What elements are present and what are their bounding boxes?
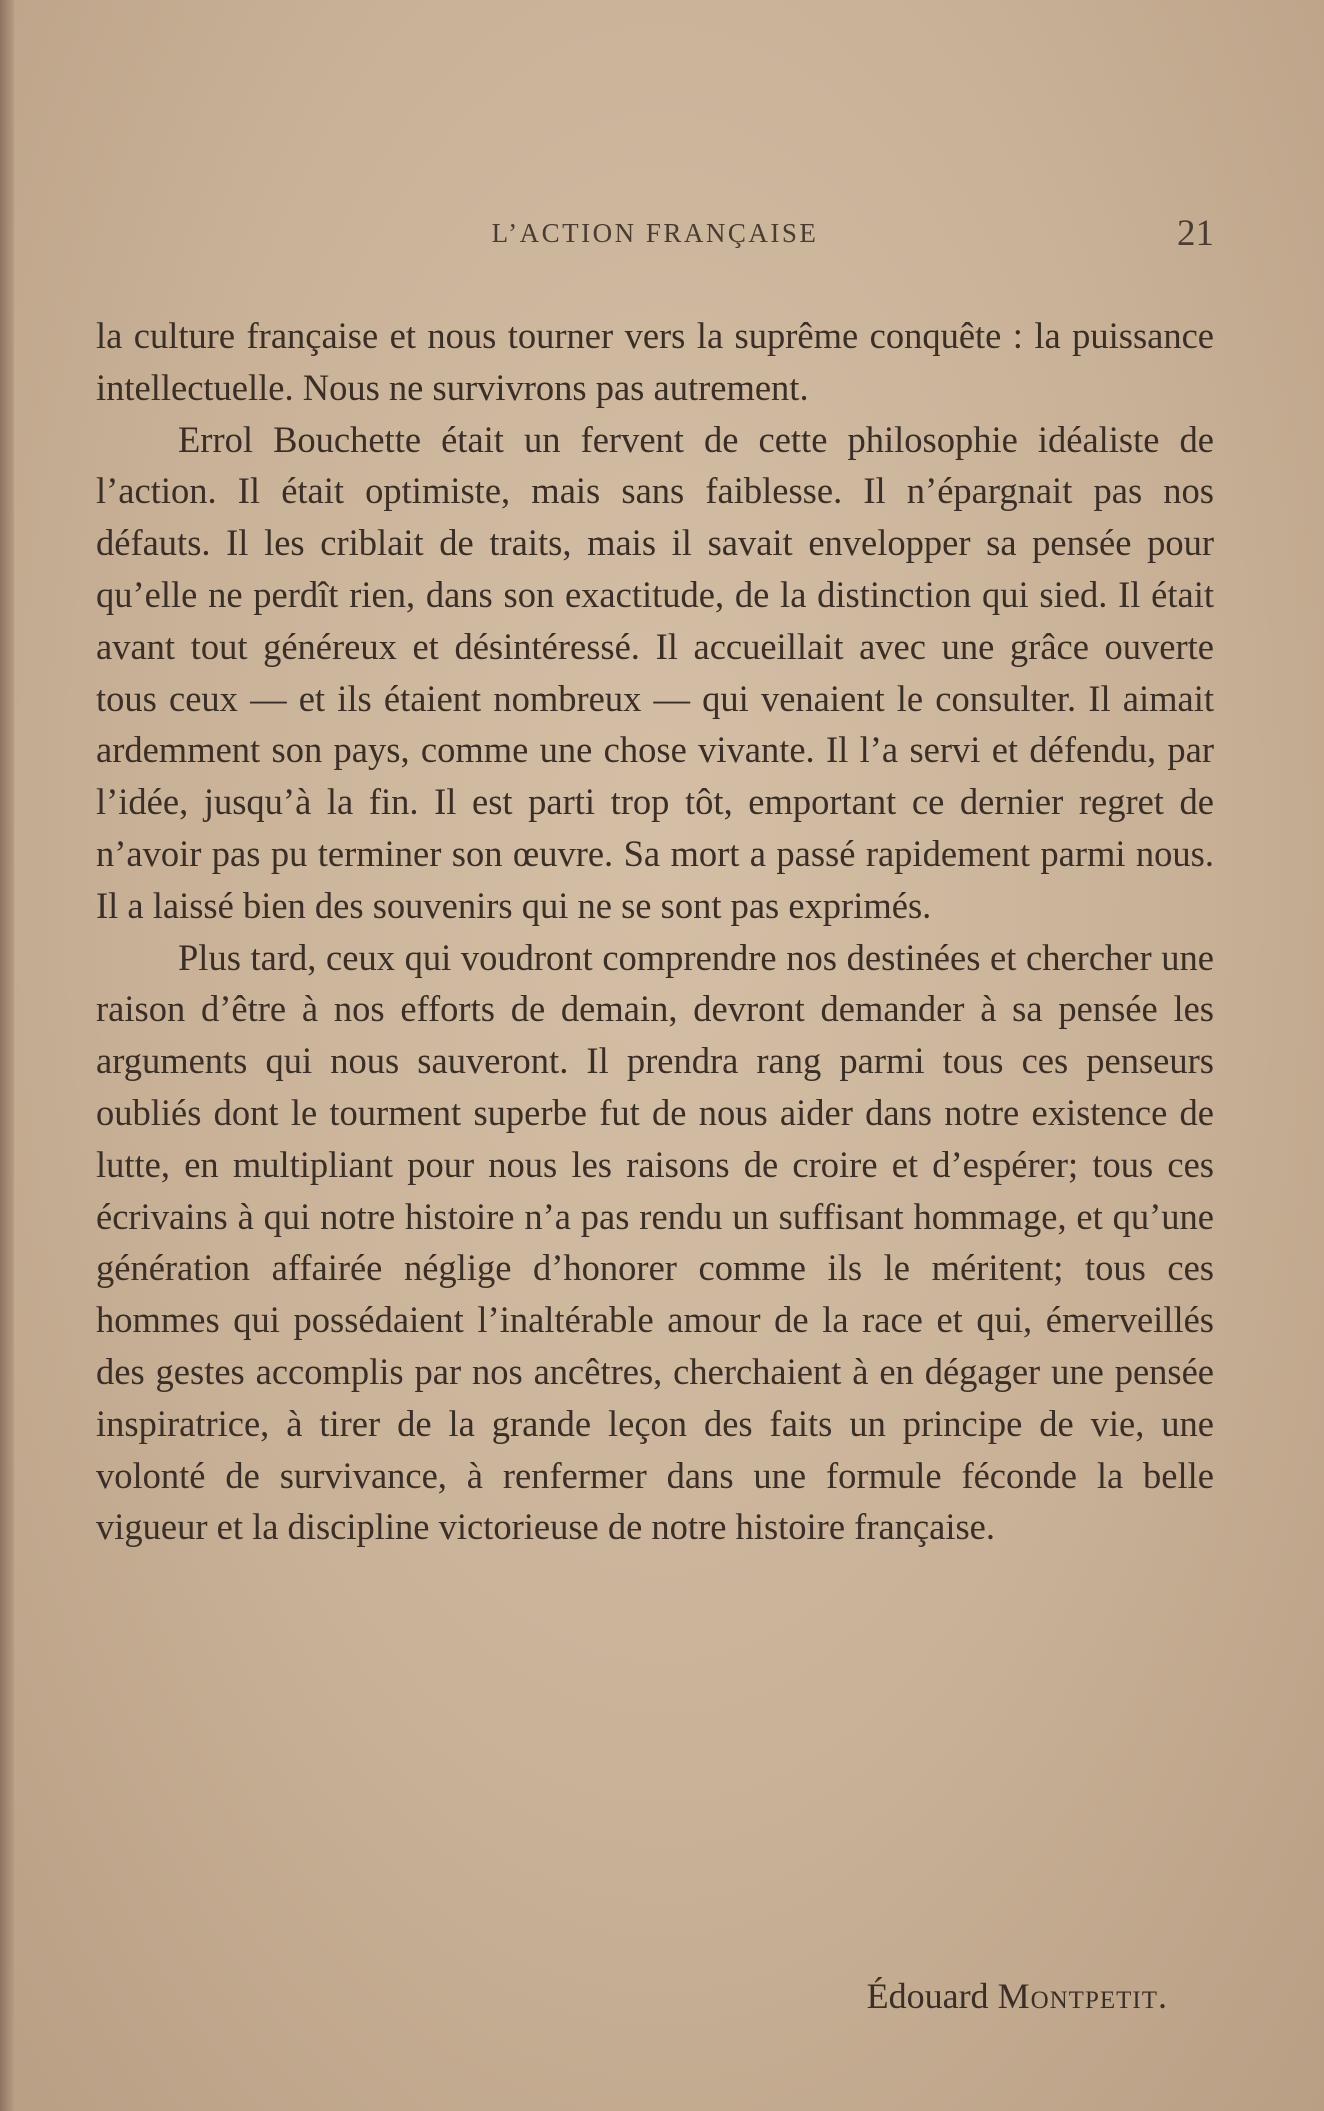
- running-head-title: L’ACTION FRANÇAISE: [491, 218, 819, 248]
- signature-surname: Montpetit.: [997, 1976, 1168, 2016]
- signature-first-name: Édouard: [866, 1976, 989, 2016]
- running-head: [96, 213, 1214, 258]
- paragraph-bouchette: Errol Bouchette était un fervent de cette philosophie idéaliste de l’action. Il était optimiste, mais sans faiblesse. Il n’épargnait pas nos défauts. Il les criblait de traits, mais il savait envelopper sa pensée pour qu’elle ne perdît rien, dans son exactitude, de la distinction qui sied. Il était avant tout généreux et désintéressé. Il accueillait avec une grâce ouverte tous ceux — et ils étaient nombreux — qui venaient le consulter. Il aimait ardemment son pays, comme une chose vivante. Il l’a servi et défendu, par l’idée, jusqu’à la fin. Il est parti trop tôt, emportant ce dernier regret de n’avoir pas pu terminer son œuvre. Sa mort a passé rapidement parmi nous. Il a laissé bien des souvenirs qui ne se sont pas exprimés.: [96, 418, 1214, 926]
- paragraph-continuation: la culture française et nous tourner vers la suprême conquête : la puissance intellectuelle. Nous ne survivrons pas autrement.: [96, 315, 1214, 408]
- author-signature: [867, 1975, 1168, 2017]
- page-number: 21: [1177, 213, 1214, 254]
- paragraph-plus-tard: Plus tard, ceux qui voudront comprendre nos destinées et chercher une raison d’être à nos efforts de demain, devront demander à sa pensée les arguments qui nous sauveront. Il prendra rang parmi tous ces penseurs oubliés dont le tourment superbe fut de nous aider dans notre existence de lutte, en multipliant pour nous les raisons de croire et d’espérer; tous ces écrivains à qui notre histoire n’a pas rendu un suffisant hommage, et qu’une génération affairée néglige d’honorer comme ils le méritent; tous ces hommes qui possédaient l’inaltérable amour de la race et qui, émerveillés des gestes accomplis par nos ancêtres, cherchaient à en dégager une pensée inspiratrice, à tirer de la grande leçon des faits un principe de vie, une volonté de survivance, à renfermer dans une formule féconde la belle vigueur et la discipline victorieuse de notre histoire française.: [96, 936, 1214, 1548]
- page-binding-edge: [0, 0, 14, 2111]
- body-text: [96, 310, 1214, 1553]
